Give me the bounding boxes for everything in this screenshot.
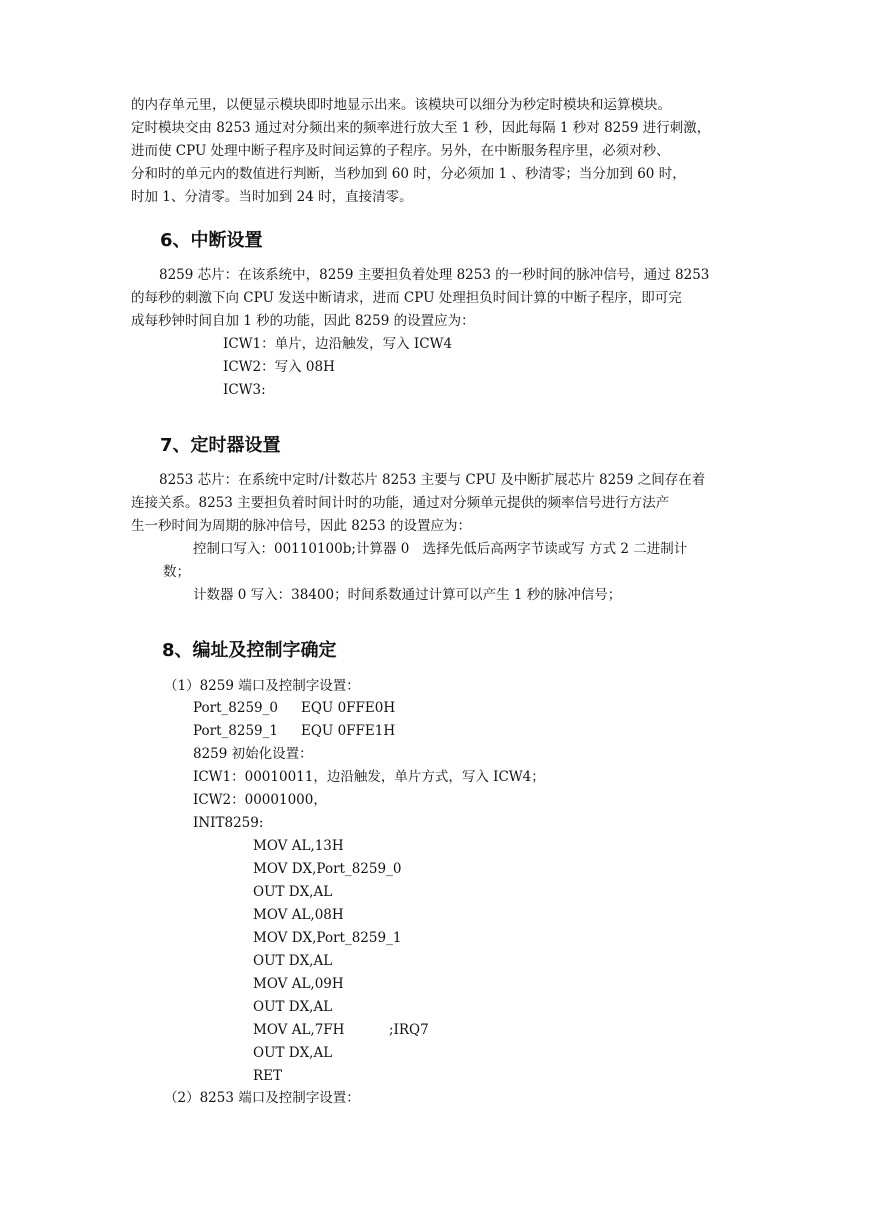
code-comment: ;IRQ7 [389, 1022, 429, 1038]
intro-line-5: 时加 1、分清零。当时加到 24 时，直接清零。 [131, 189, 413, 205]
control-word-continuation: 数； [163, 564, 190, 580]
intro-line-3: 进而使 CPU 处理中断子程序及时间运算的子程序。另外，在中断服务程序里，必须对秒、 [131, 143, 670, 159]
intro-line-1: 的内存单元里，以便显示模块即时地显示出来。该模块可以细分为秒定时模块和运算模块。 [131, 97, 671, 113]
code-line-9: MOV AL,7FH [253, 1022, 345, 1038]
code-line-4: MOV AL,08H [253, 907, 344, 923]
code-line-10: OUT DX,AL [253, 1045, 333, 1061]
init-title: 8259 初始化设置： [193, 746, 313, 762]
code-line-8: OUT DX,AL [253, 999, 333, 1015]
icw3-line: ICW3: [223, 382, 266, 398]
control-word-line: 控制口写入：00110100b;计算器 0 选择先低后高两字节读或写 方式 2 二进制计 [193, 541, 688, 557]
code-line-2: MOV DX,Port_8259_0 [253, 861, 402, 877]
port0-name: Port_8259_0 [193, 700, 278, 716]
icw1-line: ICW1：单片，边沿触发，写入 ICW4 [223, 336, 453, 352]
subsection-8253-heading: （2）8253 端口及控制字设置： [164, 1090, 360, 1106]
section-7-para-line-2: 连接关系。8253 主要担负着时间计时的功能，通过对分频单元提供的频率信号进行方法产 [131, 495, 670, 511]
code-line-5: MOV DX,Port_8259_1 [253, 930, 402, 946]
section-6-para-line-2: 的每秒的刺激下向 CPU 发送中断请求，进而 CPU 处理担负时间计算的中断子程序，即可完 [131, 290, 682, 306]
section-6-para-line-1: 8259 芯片：在该系统中，8259 主要担负着处理 8253 的一秒时间的脉冲信号，通过 8253 [159, 267, 710, 283]
section-7-para-line-3: 生一秒时间为周期的脉冲信号，因此 8253 的设置应为： [131, 518, 471, 534]
port1-value: EQU 0FFE1H [301, 723, 396, 739]
counter-line: 计数器 0 写入：38400；时间系数通过计算可以产生 1 秒的脉冲信号； [193, 587, 622, 603]
code-line-7: MOV AL,09H [253, 976, 344, 992]
intro-line-4: 分和时的单元内的数值进行判断，当秒加到 60 时，分必须加 1 、秒清零；当分加到 60 时， [131, 166, 686, 182]
port1-name: Port_8259_1 [193, 723, 278, 739]
code-line-3: OUT DX,AL [253, 884, 333, 900]
code-line-11: RET [253, 1068, 283, 1084]
icw2-line: ICW2：写入 08H [223, 359, 335, 375]
section-6-para-line-3: 成每秒钟时间自加 1 秒的功能，因此 8259 的设置应为： [131, 313, 475, 329]
intro-line-2: 定时模块交由 8253 通过对分频出来的频率进行放大至 1 秒，因此每隔 1 秒对 8259 进行刺激， [131, 120, 711, 136]
subsection-8259-heading: （1）8259 端口及控制字设置： [164, 678, 360, 694]
section-7-para-line-1: 8253 芯片：在系统中定时/计数芯片 8253 主要与 CPU 及中断扩展芯片 8259 之间存在着 [159, 472, 706, 488]
init-label: INIT8259: [193, 815, 264, 831]
section-6-heading: 6、中断设置 [160, 230, 263, 251]
code-line-1: MOV AL,13H [253, 838, 344, 854]
icw1-setting: ICW1：00010011，边沿触发，单片方式，写入 ICW4； [193, 769, 545, 785]
section-7-heading: 7、定时器设置 [160, 435, 281, 456]
icw2-setting: ICW2：00001000， [193, 792, 327, 808]
code-line-6: OUT DX,AL [253, 953, 333, 969]
section-8-heading: 8、编址及控制字确定 [162, 640, 337, 661]
port0-value: EQU 0FFE0H [301, 700, 396, 716]
